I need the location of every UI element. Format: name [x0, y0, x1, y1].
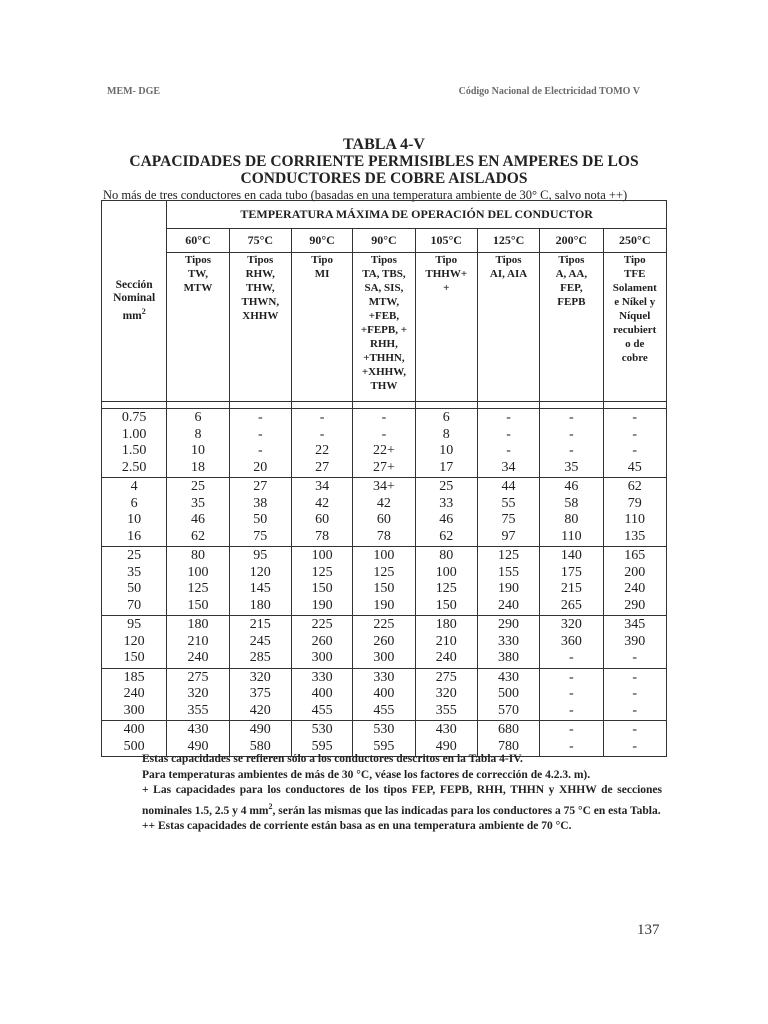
cell-value: 190 [373, 597, 395, 613]
cell-value: - [319, 410, 325, 425]
cell-value: 27 [315, 459, 330, 475]
ampacity-cell [477, 616, 539, 669]
cell-value: 140 [560, 548, 582, 563]
cell-value: 50 [253, 512, 268, 527]
cell-value: 320 [560, 617, 582, 632]
seccion-label-2: Nominal [113, 292, 156, 305]
cell-value: 345 [624, 617, 646, 632]
cell-value: 355 [187, 702, 209, 718]
cell-value: 4 [130, 479, 138, 494]
cell-value: 6 [442, 410, 450, 425]
cell-value: 150 [187, 597, 209, 613]
cell-value: 120 [249, 564, 271, 580]
cell-value: 60 [315, 512, 330, 527]
cell-value: 530 [311, 722, 333, 737]
table-row-group [102, 616, 667, 669]
ampacity-cell [353, 409, 415, 478]
cell-value: 135 [624, 528, 646, 544]
ampacity-cell [415, 616, 477, 669]
cell-value: 490 [187, 738, 209, 754]
cell-value: 240 [624, 581, 646, 596]
table-row [102, 478, 667, 547]
ampacity-cell [603, 409, 666, 478]
conductor-types-text: Tipo MI [311, 254, 334, 280]
cell-value: 400 [311, 686, 333, 701]
cell-value: 62 [439, 528, 454, 544]
ampacity-cell [477, 478, 539, 547]
conductor-types-text: Tipo TFE Solament e Níkel y Níquel recubiert o de cobre [612, 254, 657, 364]
seccion-label-1: Sección [115, 279, 153, 292]
ampacity-cell [229, 478, 291, 547]
cell-value: 500 [498, 686, 520, 701]
cell-value: 22 [315, 443, 330, 458]
cell-value: 265 [560, 597, 582, 613]
cell-value: 320 [187, 686, 209, 701]
ampacity-cell [229, 616, 291, 669]
cell-value: 240 [187, 650, 209, 665]
section-cell [102, 547, 167, 616]
cell-value: 25 [127, 548, 142, 563]
cell-value: - [632, 443, 638, 458]
table-row-group [102, 668, 667, 721]
ampacity-cell [291, 616, 352, 669]
conductor-types-3 [353, 253, 415, 402]
ampacity-cell [415, 478, 477, 547]
cell-value: 125 [311, 564, 333, 580]
cell-value: 275 [187, 669, 209, 685]
cell-value: 46 [564, 479, 579, 494]
cell-value: 190 [311, 597, 333, 613]
ampacity-cell [477, 409, 539, 478]
temp-header-4: 105°C [415, 229, 477, 253]
cell-value: 380 [498, 650, 520, 665]
cell-value: - [257, 443, 263, 458]
cell-value: 190 [498, 581, 520, 596]
cell-value: 210 [435, 633, 457, 649]
cell-value: 100 [373, 548, 395, 563]
cell-value: - [569, 702, 574, 718]
cell-value: - [506, 426, 511, 442]
conductor-types-text: Tipo THHW+ + [425, 254, 468, 294]
cell-value: 100 [187, 564, 209, 580]
cell-value: 35 [127, 564, 142, 580]
cell-value: - [569, 650, 574, 665]
conductor-types-text: Tipos RHW, THW, THWN, XHHW [241, 254, 280, 322]
ampacity-cell [353, 478, 415, 547]
cell-value: 80 [564, 512, 579, 527]
cell-value: - [632, 702, 638, 718]
table-row [102, 409, 667, 478]
cell-value: 75 [253, 528, 268, 544]
cell-value: 110 [624, 512, 645, 527]
section-cell [102, 616, 167, 669]
ampacity-cell [415, 668, 477, 721]
ampacity-cell [167, 668, 229, 721]
cell-value: 290 [624, 597, 646, 613]
cell-value: 215 [249, 617, 271, 632]
cell-value: - [632, 650, 638, 665]
temp-header-2: 90°C [291, 229, 352, 253]
cell-value: 570 [498, 702, 520, 718]
ampacity-cell [540, 478, 603, 547]
cell-value: 490 [435, 738, 457, 754]
cell-value: 150 [311, 581, 333, 596]
cell-value: 175 [560, 564, 582, 580]
cell-value: 10 [190, 443, 205, 458]
ampacity-cell [603, 478, 666, 547]
ampacity-cell [167, 409, 229, 478]
cell-value: - [569, 426, 574, 442]
conductor-types-1 [229, 253, 291, 402]
cell-value: 225 [311, 617, 333, 632]
cell-value: 27 [253, 479, 268, 494]
cell-value: 50 [127, 581, 142, 596]
cell-value: 300 [373, 650, 395, 665]
cell-value: 420 [249, 702, 271, 718]
header-right: Código Nacional de Electricidad TOMO V [458, 86, 640, 97]
cell-value: 80 [190, 548, 205, 563]
conductor-types-text: Tipos AI, AIA [489, 254, 528, 280]
ampacity-cell [291, 547, 352, 616]
cell-value: 330 [311, 669, 333, 685]
cell-value: - [632, 410, 638, 425]
conductor-types-text: Tipos TW, MTW [183, 254, 213, 294]
cell-value: 260 [373, 633, 395, 649]
temperature-row [102, 229, 667, 253]
cell-value: 150 [435, 597, 457, 613]
cell-value: 455 [311, 702, 333, 718]
conductor-types-2 [291, 253, 352, 402]
table-row [102, 547, 667, 616]
cell-value: 125 [435, 581, 457, 596]
cell-value: 42 [315, 495, 330, 511]
cell-value: 300 [123, 702, 145, 718]
cell-value: 38 [253, 495, 268, 511]
conductor-types-0 [167, 253, 229, 402]
cell-value: 55 [501, 495, 516, 511]
cell-value: 10 [439, 443, 454, 458]
cell-value: 150 [373, 581, 395, 596]
cell-value: 8 [442, 426, 450, 442]
ampacity-cell [229, 409, 291, 478]
ampacity-cell [540, 616, 603, 669]
cell-value: 240 [435, 650, 457, 665]
cell-value: 79 [627, 495, 642, 511]
cell-value: 320 [249, 669, 271, 685]
cell-value: 34+ [372, 479, 395, 494]
ampacity-cell [540, 668, 603, 721]
cell-value: - [569, 410, 574, 425]
cell-value: 240 [498, 597, 520, 613]
ampacity-cell [540, 409, 603, 478]
table-row [102, 668, 667, 721]
cell-value: - [632, 426, 638, 442]
cell-value: 430 [187, 722, 209, 737]
cell-value: 10 [127, 512, 142, 527]
cell-value: 25 [190, 479, 205, 494]
cell-value: 210 [187, 633, 209, 649]
cell-value: 100 [435, 564, 457, 580]
cell-value: 18 [190, 459, 205, 475]
ampacity-table [101, 200, 667, 757]
ampacity-cell [229, 547, 291, 616]
cell-value: 165 [624, 548, 646, 563]
cell-value: 580 [249, 738, 271, 754]
cell-value: 22+ [372, 443, 395, 458]
note-3: + Las capacidades para los conductores de los tipos FEP, FEPB, RHH, THHN y XHHW de secciones nominales 1.5, 2.5 y 4 $mm^2$, serán las mismas que las indicadas para los conductores a 75 °C en esta Tabla. [142, 784, 662, 817]
cell-value: 1.50 [121, 443, 147, 458]
table-heading-line-1: CAPACIDADES DE CORRIENTE PERMISIBLES EN AMPERES DE LOS [129, 153, 639, 170]
cell-value: - [632, 722, 638, 737]
cell-value: 0.75 [121, 410, 147, 425]
cell-value: 400 [373, 686, 395, 701]
cell-value: - [381, 426, 387, 442]
cell-value: 62 [190, 528, 205, 544]
ampacity-cell [477, 668, 539, 721]
cell-value: 390 [624, 633, 646, 649]
cell-value: 125 [373, 564, 395, 580]
spacer-row [102, 402, 667, 409]
cell-value: 215 [560, 581, 582, 596]
ampacity-cell [603, 616, 666, 669]
cell-value: 330 [373, 669, 395, 685]
cell-value: 290 [498, 617, 520, 632]
ampacity-cell [167, 616, 229, 669]
cell-value: 35 [564, 459, 579, 475]
cell-value: - [569, 722, 574, 737]
conductor-types-text: Tipos A, AA, FEP, FEPB [555, 254, 588, 308]
table-header [102, 201, 667, 402]
cell-value: 180 [435, 617, 457, 632]
cell-value: 150 [123, 650, 145, 665]
cell-value: 35 [190, 495, 205, 511]
cell-value: - [632, 686, 638, 701]
cell-value: 70 [127, 597, 142, 613]
cell-value: 125 [498, 548, 520, 563]
ampacity-cell [353, 547, 415, 616]
cell-value: 6 [194, 410, 202, 425]
cell-value: - [319, 426, 325, 442]
cell-value: 490 [249, 722, 271, 737]
cell-value: 330 [498, 633, 520, 649]
cell-value: 34 [315, 479, 330, 494]
cell-value: 95 [127, 617, 142, 632]
cell-value: 430 [435, 722, 457, 737]
section-cell [102, 409, 167, 478]
ampacity-cell [291, 668, 352, 721]
conductor-types-text: Tipos TA, TBS, SA, SIS, MTW, +FEB, +FEPB, + RHH, +THHN, +XHHW, THW [360, 254, 407, 392]
table-row-group [102, 409, 667, 478]
cell-value: 45 [627, 459, 642, 475]
cell-value: 285 [249, 650, 271, 665]
conductor-types-6 [540, 253, 603, 402]
ampacity-cell [415, 409, 477, 478]
cell-value: 2.50 [121, 459, 147, 475]
ampacity-cell [477, 547, 539, 616]
cell-value: - [381, 410, 387, 425]
conductor-types-7 [603, 253, 666, 402]
cell-value: 8 [194, 426, 202, 442]
ampacity-cell [353, 668, 415, 721]
cell-value: 20 [253, 459, 268, 475]
cell-value: 225 [373, 617, 395, 632]
cell-value: 455 [373, 702, 395, 718]
cell-value: 780 [498, 738, 520, 754]
ampacity-cell [291, 478, 352, 547]
types-row [102, 253, 667, 402]
ampacity-cell [167, 478, 229, 547]
cell-value: 320 [435, 686, 457, 701]
cell-value: 430 [498, 669, 520, 685]
cell-value: 680 [498, 722, 520, 737]
table-heading-line-2: CONDUCTORES DE COBRE AISLADOS [240, 170, 528, 187]
note-1: Estas capacidades se refieren sólo a los conductores descritos en la Tabla 4-IV. [142, 753, 523, 765]
cell-value: 360 [560, 633, 582, 649]
cell-value: 42 [376, 495, 391, 511]
cell-value: 400 [123, 722, 145, 737]
cell-value: 530 [373, 722, 395, 737]
cell-value: 125 [187, 581, 209, 596]
temp-header-6: 200°C [540, 229, 603, 253]
cell-value: 260 [311, 633, 333, 649]
cell-value: 180 [249, 597, 271, 613]
cell-value: 95 [253, 548, 268, 563]
cell-value: 300 [311, 650, 333, 665]
cell-value: 58 [564, 495, 579, 511]
ampacity-cell [603, 668, 666, 721]
seccion-header [102, 201, 167, 402]
note-2: Para temperaturas ambientes de más de 30 °C, véase los factores de corrección de 4.2.3. m). [142, 768, 591, 781]
cell-value: 100 [311, 548, 333, 563]
note-4: ++ Estas capacidades de corriente están basa as en una temperatura ambiente de 70 °C. [142, 819, 572, 832]
cell-value: 78 [376, 528, 391, 544]
cell-value: - [632, 669, 638, 685]
cell-value: 375 [249, 686, 271, 701]
cell-value: - [257, 410, 263, 425]
ampacity-cell [540, 547, 603, 616]
cell-value: 200 [624, 564, 646, 580]
cell-value: 595 [311, 738, 333, 754]
cell-value: 240 [123, 686, 145, 701]
table-row [102, 616, 667, 669]
table-subtitle: No más de tres conductores en cada tubo (basadas en una temperatura ambiente de 30° C, salvo nota ++) [103, 188, 628, 202]
cell-value: 245 [249, 633, 271, 649]
ampacity-cell [603, 547, 666, 616]
cell-value: - [569, 443, 574, 458]
cell-value: - [632, 738, 638, 754]
table-row-group [102, 478, 667, 547]
cell-value: 110 [561, 528, 582, 544]
cell-value: 16 [127, 528, 142, 544]
cell-value: 145 [249, 581, 271, 596]
cell-value: 185 [123, 669, 145, 685]
cell-value: 33 [439, 495, 454, 511]
cell-value: 275 [435, 669, 457, 685]
temp-header-3: 90°C [353, 229, 415, 253]
cell-value: 355 [435, 702, 457, 718]
section-cell [102, 668, 167, 721]
cell-value: - [569, 669, 574, 685]
cell-value: - [506, 443, 511, 458]
cell-value: 6 [130, 495, 138, 511]
temp-header-5: 125°C [477, 229, 539, 253]
cell-value: 155 [498, 564, 520, 580]
cell-value: 27+ [372, 459, 395, 475]
cell-value: - [569, 738, 574, 754]
cell-value: 62 [627, 479, 642, 494]
cell-value: 595 [373, 738, 395, 754]
seccion-label-3: $mm^2$ [122, 307, 146, 322]
cell-value: 46 [190, 512, 205, 527]
cell-value: 44 [501, 479, 516, 494]
cell-value: 97 [501, 528, 516, 544]
table-title: TABLA 4-V [343, 136, 425, 153]
cell-value: - [257, 426, 263, 442]
temp-header-1: 75°C [229, 229, 291, 253]
cell-value: - [506, 410, 511, 425]
cell-value: 46 [439, 512, 454, 527]
ampacity-cell [291, 409, 352, 478]
cell-value: 75 [501, 512, 516, 527]
temp-header-7: 250°C [603, 229, 666, 253]
section-cell [102, 478, 167, 547]
conductor-types-5 [477, 253, 539, 402]
cell-value: 78 [315, 528, 330, 544]
ampacity-cell [167, 547, 229, 616]
conductor-types-4 [415, 253, 477, 402]
ampacity-cell [353, 616, 415, 669]
ampacity-cell [415, 547, 477, 616]
page-number: 137 [637, 922, 660, 938]
table-row-group [102, 547, 667, 616]
header-left: MEM- DGE [107, 86, 161, 97]
ampacity-cell [229, 668, 291, 721]
cell-value: 80 [439, 548, 454, 563]
cell-value: 180 [187, 617, 209, 632]
cell-value: 500 [123, 738, 145, 754]
cell-value: 1.00 [121, 426, 147, 442]
cell-value: 25 [439, 479, 454, 494]
cell-value: 34 [501, 459, 516, 475]
cell-value: - [569, 686, 574, 701]
cell-value: 60 [376, 512, 391, 527]
temperature-header: TEMPERATURA MÁXIMA DE OPERACIÓN DEL CONDUCTOR [167, 201, 667, 229]
cell-value: 17 [439, 459, 454, 475]
temp-header-0: 60°C [167, 229, 229, 253]
table-notes [142, 752, 662, 834]
cell-value: 120 [123, 633, 145, 649]
